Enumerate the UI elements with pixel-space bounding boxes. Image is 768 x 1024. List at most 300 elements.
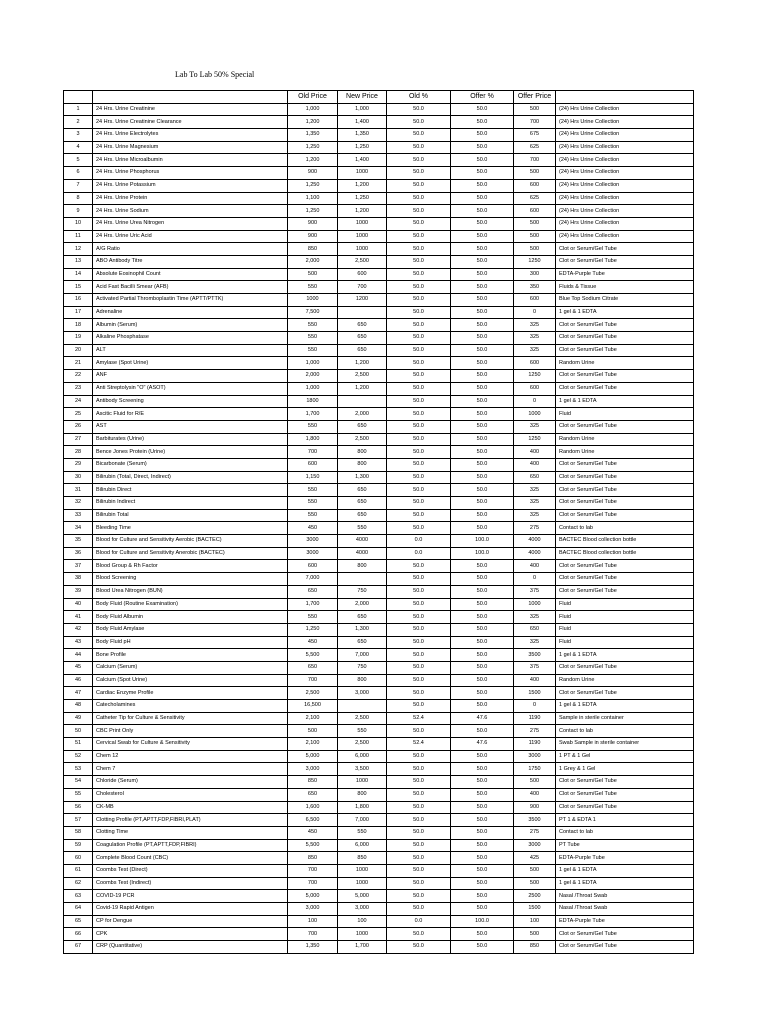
cell-old-percent: 50.0 bbox=[387, 573, 451, 586]
cell-old-percent: 50.0 bbox=[387, 103, 451, 116]
cell-row-number: 59 bbox=[64, 839, 93, 852]
cell-new-price: 650 bbox=[338, 636, 387, 649]
cell-offer-price: 500 bbox=[514, 928, 556, 941]
cell-test-name: Blood for Culture and Sensitivity Anerobic (BACTEC) bbox=[93, 547, 288, 560]
cell-old-price: 5,500 bbox=[288, 839, 338, 852]
cell-offer-price: 650 bbox=[514, 623, 556, 636]
cell-row-number: 43 bbox=[64, 636, 93, 649]
cell-test-name: Activated Partial Thromboplastin Time (APTT/PTTK) bbox=[93, 294, 288, 307]
table-row bbox=[64, 179, 694, 192]
cell-offer-percent: 50.0 bbox=[451, 319, 514, 332]
cell-offer-price: 400 bbox=[514, 788, 556, 801]
cell-test-name: Bence Jones Protein (Urine) bbox=[93, 446, 288, 459]
cell-test-name: Cervical Swab for Culture & Sensitivity bbox=[93, 738, 288, 751]
cell-sample-type: Fluids & Tissue bbox=[556, 281, 694, 294]
cell-row-number: 54 bbox=[64, 776, 93, 789]
cell-offer-price: 850 bbox=[514, 941, 556, 954]
cell-row-number: 10 bbox=[64, 217, 93, 230]
table-row bbox=[64, 420, 694, 433]
cell-offer-percent: 50.0 bbox=[451, 484, 514, 497]
col-header-sn bbox=[64, 91, 93, 104]
cell-offer-percent: 50.0 bbox=[451, 179, 514, 192]
cell-sample-type: 1 gel & 1 EDTA bbox=[556, 877, 694, 890]
table-row bbox=[64, 230, 694, 243]
cell-old-price: 850 bbox=[288, 776, 338, 789]
cell-old-percent: 50.0 bbox=[387, 649, 451, 662]
cell-new-price: 1000 bbox=[338, 864, 387, 877]
cell-old-percent: 50.0 bbox=[387, 268, 451, 281]
cell-old-percent: 50.0 bbox=[387, 560, 451, 573]
cell-offer-percent: 50.0 bbox=[451, 611, 514, 624]
cell-old-price: 3000 bbox=[288, 535, 338, 548]
cell-old-price: 550 bbox=[288, 344, 338, 357]
cell-old-price: 5,000 bbox=[288, 750, 338, 763]
cell-sample-type: Clot or Serum/Gel Tube bbox=[556, 382, 694, 395]
cell-new-price: 650 bbox=[338, 497, 387, 510]
cell-sample-type: 1 gel & 1 EDTA bbox=[556, 395, 694, 408]
cell-test-name: Catecholamines bbox=[93, 700, 288, 713]
cell-new-price: 1000 bbox=[338, 776, 387, 789]
cell-sample-type: (24) Hrs Urine Collection bbox=[556, 179, 694, 192]
cell-sample-type: EDTA-Purple Tube bbox=[556, 268, 694, 281]
table-row bbox=[64, 915, 694, 928]
table-row bbox=[64, 661, 694, 674]
cell-old-percent: 50.0 bbox=[387, 344, 451, 357]
cell-old-price: 700 bbox=[288, 674, 338, 687]
cell-test-name: 24 Hrs. Urine Magnesium bbox=[93, 141, 288, 154]
cell-offer-price: 0 bbox=[514, 306, 556, 319]
cell-row-number: 13 bbox=[64, 255, 93, 268]
cell-offer-percent: 50.0 bbox=[451, 408, 514, 421]
cell-new-price: 800 bbox=[338, 560, 387, 573]
cell-row-number: 42 bbox=[64, 623, 93, 636]
cell-offer-percent: 50.0 bbox=[451, 890, 514, 903]
cell-offer-percent: 50.0 bbox=[451, 560, 514, 573]
cell-row-number: 1 bbox=[64, 103, 93, 116]
cell-offer-percent: 50.0 bbox=[451, 382, 514, 395]
cell-offer-price: 275 bbox=[514, 522, 556, 535]
cell-row-number: 8 bbox=[64, 192, 93, 205]
cell-test-name: Body Fluid Amylase bbox=[93, 623, 288, 636]
cell-old-price: 3000 bbox=[288, 547, 338, 560]
cell-row-number: 4 bbox=[64, 141, 93, 154]
cell-row-number: 66 bbox=[64, 928, 93, 941]
cell-test-name: Cholesterol bbox=[93, 788, 288, 801]
cell-old-percent: 0.0 bbox=[387, 535, 451, 548]
cell-offer-percent: 50.0 bbox=[451, 154, 514, 167]
cell-new-price: 650 bbox=[338, 319, 387, 332]
cell-offer-price: 1000 bbox=[514, 598, 556, 611]
cell-test-name: Cardiac Enzyme Profile bbox=[93, 687, 288, 700]
cell-test-name: Chem 7 bbox=[93, 763, 288, 776]
cell-old-price: 5,000 bbox=[288, 890, 338, 903]
cell-sample-type: (24) Hrs Urine Collection bbox=[556, 154, 694, 167]
cell-test-name: Anti Streptolysin "O" (ASOT) bbox=[93, 382, 288, 395]
cell-test-name: Coagulation Profile (PT,APTT,FDP,FIBRI) bbox=[93, 839, 288, 852]
col-header-offer-price: Offer Price bbox=[514, 91, 556, 104]
table-row bbox=[64, 522, 694, 535]
cell-old-price: 1,250 bbox=[288, 205, 338, 218]
cell-offer-percent: 50.0 bbox=[451, 788, 514, 801]
price-table bbox=[63, 90, 694, 954]
cell-row-number: 48 bbox=[64, 700, 93, 713]
cell-old-price: 550 bbox=[288, 509, 338, 522]
cell-old-percent: 50.0 bbox=[387, 636, 451, 649]
cell-sample-type: (24) Hrs Urine Collection bbox=[556, 205, 694, 218]
cell-old-percent: 50.0 bbox=[387, 129, 451, 142]
cell-row-number: 67 bbox=[64, 941, 93, 954]
cell-sample-type: BACTEC Blood collection bottle bbox=[556, 547, 694, 560]
cell-old-percent: 50.0 bbox=[387, 941, 451, 954]
cell-offer-percent: 50.0 bbox=[451, 497, 514, 510]
cell-old-percent: 50.0 bbox=[387, 674, 451, 687]
table-row bbox=[64, 382, 694, 395]
table-body bbox=[64, 103, 694, 953]
cell-sample-type: Clot or Serum/Gel Tube bbox=[556, 560, 694, 573]
cell-offer-price: 600 bbox=[514, 179, 556, 192]
cell-new-price: 7,000 bbox=[338, 814, 387, 827]
cell-row-number: 58 bbox=[64, 826, 93, 839]
cell-test-name: 24 Hrs. Urine Sodium bbox=[93, 205, 288, 218]
cell-test-name: ABO Antibody Titre bbox=[93, 255, 288, 268]
cell-offer-price: 425 bbox=[514, 852, 556, 865]
cell-old-price: 16,500 bbox=[288, 700, 338, 713]
cell-offer-percent: 47.6 bbox=[451, 712, 514, 725]
cell-old-price: 1,200 bbox=[288, 154, 338, 167]
table-row bbox=[64, 738, 694, 751]
cell-test-name: Blood Screening bbox=[93, 573, 288, 586]
cell-offer-price: 4000 bbox=[514, 547, 556, 560]
cell-old-percent: 50.0 bbox=[387, 306, 451, 319]
cell-old-percent: 50.0 bbox=[387, 700, 451, 713]
cell-offer-percent: 100.0 bbox=[451, 915, 514, 928]
cell-offer-percent: 50.0 bbox=[451, 763, 514, 776]
cell-old-percent: 50.0 bbox=[387, 420, 451, 433]
cell-old-percent: 50.0 bbox=[387, 788, 451, 801]
table-row bbox=[64, 585, 694, 598]
cell-offer-price: 325 bbox=[514, 611, 556, 624]
cell-offer-price: 700 bbox=[514, 154, 556, 167]
cell-old-percent: 0.0 bbox=[387, 915, 451, 928]
cell-new-price: 1,200 bbox=[338, 382, 387, 395]
table-row bbox=[64, 687, 694, 700]
cell-new-price: 1,400 bbox=[338, 154, 387, 167]
cell-old-price: 100 bbox=[288, 915, 338, 928]
cell-sample-type: Clot or Serum/Gel Tube bbox=[556, 573, 694, 586]
table-row bbox=[64, 598, 694, 611]
cell-sample-type: Clot or Serum/Gel Tube bbox=[556, 370, 694, 383]
cell-old-percent: 0.0 bbox=[387, 547, 451, 560]
cell-old-price: 700 bbox=[288, 877, 338, 890]
cell-sample-type: Random Urine bbox=[556, 446, 694, 459]
cell-old-price: 450 bbox=[288, 826, 338, 839]
cell-old-price: 3,000 bbox=[288, 763, 338, 776]
cell-offer-percent: 100.0 bbox=[451, 535, 514, 548]
cell-sample-type: (24) Hrs Urine Collection bbox=[556, 103, 694, 116]
cell-test-name: Bilirubin Indirect bbox=[93, 497, 288, 510]
cell-old-price: 900 bbox=[288, 230, 338, 243]
cell-offer-percent: 50.0 bbox=[451, 750, 514, 763]
cell-old-price: 5,500 bbox=[288, 649, 338, 662]
cell-new-price: 1,300 bbox=[338, 623, 387, 636]
cell-old-price: 900 bbox=[288, 217, 338, 230]
table-row bbox=[64, 712, 694, 725]
cell-offer-percent: 50.0 bbox=[451, 623, 514, 636]
col-header-old-price: Old Price bbox=[288, 91, 338, 104]
table-row bbox=[64, 268, 694, 281]
cell-test-name: CPK bbox=[93, 928, 288, 941]
cell-offer-price: 1190 bbox=[514, 712, 556, 725]
cell-sample-type: Random Urine bbox=[556, 433, 694, 446]
cell-sample-type: (24) Hrs Urine Collection bbox=[556, 141, 694, 154]
cell-sample-type: 1 Grey & 1 Gel bbox=[556, 763, 694, 776]
cell-row-number: 3 bbox=[64, 129, 93, 142]
cell-test-name: Bicarbonate (Serum) bbox=[93, 458, 288, 471]
cell-offer-percent: 50.0 bbox=[451, 103, 514, 116]
cell-offer-percent: 50.0 bbox=[451, 205, 514, 218]
cell-offer-price: 1250 bbox=[514, 255, 556, 268]
col-header-offer-percent: Offer % bbox=[451, 91, 514, 104]
cell-row-number: 60 bbox=[64, 852, 93, 865]
cell-row-number: 22 bbox=[64, 370, 93, 383]
cell-old-percent: 50.0 bbox=[387, 585, 451, 598]
col-header-old-percent: Old % bbox=[387, 91, 451, 104]
cell-offer-price: 500 bbox=[514, 167, 556, 180]
cell-row-number: 27 bbox=[64, 433, 93, 446]
cell-new-price: 2,000 bbox=[338, 598, 387, 611]
cell-offer-percent: 50.0 bbox=[451, 941, 514, 954]
cell-offer-price: 500 bbox=[514, 103, 556, 116]
cell-new-price: 7,000 bbox=[338, 649, 387, 662]
cell-test-name: Bilirubin Total bbox=[93, 509, 288, 522]
cell-offer-price: 400 bbox=[514, 458, 556, 471]
cell-old-percent: 50.0 bbox=[387, 661, 451, 674]
cell-old-percent: 50.0 bbox=[387, 763, 451, 776]
cell-offer-price: 650 bbox=[514, 471, 556, 484]
table-row bbox=[64, 408, 694, 421]
cell-sample-type: (24) Hrs Urine Collection bbox=[556, 116, 694, 129]
cell-old-percent: 52.4 bbox=[387, 712, 451, 725]
cell-new-price: 650 bbox=[338, 611, 387, 624]
cell-row-number: 30 bbox=[64, 471, 93, 484]
cell-old-percent: 50.0 bbox=[387, 230, 451, 243]
cell-offer-price: 325 bbox=[514, 319, 556, 332]
table-row bbox=[64, 700, 694, 713]
cell-old-percent: 50.0 bbox=[387, 725, 451, 738]
cell-offer-percent: 50.0 bbox=[451, 509, 514, 522]
table-row bbox=[64, 306, 694, 319]
cell-sample-type: Random Urine bbox=[556, 674, 694, 687]
table-row bbox=[64, 141, 694, 154]
table-row bbox=[64, 103, 694, 116]
table-row bbox=[64, 776, 694, 789]
cell-sample-type: Clot or Serum/Gel Tube bbox=[556, 801, 694, 814]
cell-old-percent: 50.0 bbox=[387, 750, 451, 763]
cell-test-name: Chem 12 bbox=[93, 750, 288, 763]
cell-new-price: 2,500 bbox=[338, 712, 387, 725]
cell-old-price: 1,250 bbox=[288, 179, 338, 192]
cell-old-price: 550 bbox=[288, 420, 338, 433]
table-row bbox=[64, 255, 694, 268]
cell-offer-price: 375 bbox=[514, 661, 556, 674]
cell-offer-percent: 50.0 bbox=[451, 471, 514, 484]
cell-row-number: 34 bbox=[64, 522, 93, 535]
cell-offer-price: 3000 bbox=[514, 750, 556, 763]
cell-offer-percent: 50.0 bbox=[451, 522, 514, 535]
cell-old-percent: 50.0 bbox=[387, 281, 451, 294]
cell-offer-percent: 50.0 bbox=[451, 636, 514, 649]
cell-old-percent: 50.0 bbox=[387, 826, 451, 839]
cell-offer-percent: 50.0 bbox=[451, 458, 514, 471]
cell-old-percent: 50.0 bbox=[387, 509, 451, 522]
cell-old-percent: 50.0 bbox=[387, 687, 451, 700]
cell-new-price: 600 bbox=[338, 268, 387, 281]
cell-sample-type: Clot or Serum/Gel Tube bbox=[556, 928, 694, 941]
cell-test-name: 24 Hrs. Urine Microalbumin bbox=[93, 154, 288, 167]
cell-test-name: Catheter Tip for Culture & Sensitivity bbox=[93, 712, 288, 725]
cell-row-number: 57 bbox=[64, 814, 93, 827]
table-row bbox=[64, 167, 694, 180]
table-row bbox=[64, 116, 694, 129]
cell-test-name: Blood for Culture and Sensitivity Aerobic (BACTEC) bbox=[93, 535, 288, 548]
cell-new-price: 4000 bbox=[338, 535, 387, 548]
table-row bbox=[64, 332, 694, 345]
cell-offer-percent: 50.0 bbox=[451, 585, 514, 598]
cell-test-name: CP for Dengue bbox=[93, 915, 288, 928]
cell-row-number: 6 bbox=[64, 167, 93, 180]
cell-new-price: 550 bbox=[338, 725, 387, 738]
cell-test-name: Absolute Eosinophil Count bbox=[93, 268, 288, 281]
table-row bbox=[64, 129, 694, 142]
cell-old-percent: 50.0 bbox=[387, 141, 451, 154]
cell-row-number: 64 bbox=[64, 903, 93, 916]
cell-offer-price: 600 bbox=[514, 205, 556, 218]
table-row bbox=[64, 294, 694, 307]
cell-test-name: AST bbox=[93, 420, 288, 433]
cell-offer-percent: 50.0 bbox=[451, 357, 514, 370]
cell-old-percent: 50.0 bbox=[387, 243, 451, 256]
cell-test-name: Amylase (Spot Urine) bbox=[93, 357, 288, 370]
cell-test-name: 24 Hrs. Urine Uric Acid bbox=[93, 230, 288, 243]
cell-offer-percent: 50.0 bbox=[451, 268, 514, 281]
cell-row-number: 62 bbox=[64, 877, 93, 890]
cell-old-price: 550 bbox=[288, 332, 338, 345]
cell-offer-price: 4000 bbox=[514, 535, 556, 548]
cell-old-percent: 50.0 bbox=[387, 192, 451, 205]
table-row bbox=[64, 205, 694, 218]
cell-test-name: Chloride (Serum) bbox=[93, 776, 288, 789]
cell-old-percent: 50.0 bbox=[387, 294, 451, 307]
cell-row-number: 53 bbox=[64, 763, 93, 776]
cell-test-name: Coombs Test (Direct) bbox=[93, 864, 288, 877]
cell-sample-type: Clot or Serum/Gel Tube bbox=[556, 243, 694, 256]
table-row bbox=[64, 217, 694, 230]
cell-offer-percent: 50.0 bbox=[451, 446, 514, 459]
table-row bbox=[64, 243, 694, 256]
cell-offer-price: 3500 bbox=[514, 649, 556, 662]
cell-old-price: 1800 bbox=[288, 395, 338, 408]
cell-new-price bbox=[338, 700, 387, 713]
cell-new-price: 3,500 bbox=[338, 763, 387, 776]
cell-offer-price: 500 bbox=[514, 877, 556, 890]
cell-offer-percent: 50.0 bbox=[451, 687, 514, 700]
cell-sample-type: Clot or Serum/Gel Tube bbox=[556, 661, 694, 674]
cell-row-number: 52 bbox=[64, 750, 93, 763]
cell-old-percent: 50.0 bbox=[387, 497, 451, 510]
cell-old-percent: 50.0 bbox=[387, 370, 451, 383]
cell-new-price: 1000 bbox=[338, 243, 387, 256]
table-row bbox=[64, 801, 694, 814]
cell-new-price: 800 bbox=[338, 446, 387, 459]
cell-test-name: COVID-19 PCR bbox=[93, 890, 288, 903]
cell-sample-type: Clot or Serum/Gel Tube bbox=[556, 471, 694, 484]
cell-offer-percent: 50.0 bbox=[451, 814, 514, 827]
cell-old-price: 1,000 bbox=[288, 382, 338, 395]
cell-row-number: 26 bbox=[64, 420, 93, 433]
table-row bbox=[64, 395, 694, 408]
cell-offer-percent: 50.0 bbox=[451, 826, 514, 839]
table-row bbox=[64, 623, 694, 636]
cell-offer-percent: 50.0 bbox=[451, 395, 514, 408]
cell-old-percent: 50.0 bbox=[387, 332, 451, 345]
cell-old-percent: 50.0 bbox=[387, 864, 451, 877]
cell-offer-price: 325 bbox=[514, 344, 556, 357]
cell-offer-price: 100 bbox=[514, 915, 556, 928]
cell-test-name: 24 Hrs. Urine Electrolytes bbox=[93, 129, 288, 142]
table-row bbox=[64, 636, 694, 649]
table-row bbox=[64, 890, 694, 903]
cell-offer-price: 1250 bbox=[514, 370, 556, 383]
cell-old-percent: 50.0 bbox=[387, 446, 451, 459]
cell-sample-type: Clot or Serum/Gel Tube bbox=[556, 687, 694, 700]
cell-offer-price: 675 bbox=[514, 129, 556, 142]
cell-old-percent: 50.0 bbox=[387, 116, 451, 129]
cell-test-name: Antibody Screening bbox=[93, 395, 288, 408]
col-header-new-price: New Price bbox=[338, 91, 387, 104]
cell-sample-type: Clot or Serum/Gel Tube bbox=[556, 484, 694, 497]
cell-new-price: 6,000 bbox=[338, 839, 387, 852]
cell-old-price: 850 bbox=[288, 243, 338, 256]
cell-offer-price: 2500 bbox=[514, 890, 556, 903]
cell-offer-percent: 50.0 bbox=[451, 116, 514, 129]
cell-new-price: 650 bbox=[338, 484, 387, 497]
cell-offer-price: 0 bbox=[514, 700, 556, 713]
cell-row-number: 51 bbox=[64, 738, 93, 751]
cell-offer-price: 275 bbox=[514, 826, 556, 839]
cell-row-number: 12 bbox=[64, 243, 93, 256]
cell-test-name: Acid Fast Bacilli Smear (AFB) bbox=[93, 281, 288, 294]
cell-offer-price: 275 bbox=[514, 725, 556, 738]
cell-new-price: 5,000 bbox=[338, 890, 387, 903]
cell-sample-type: Clot or Serum/Gel Tube bbox=[556, 255, 694, 268]
cell-offer-percent: 50.0 bbox=[451, 700, 514, 713]
cell-new-price: 1000 bbox=[338, 217, 387, 230]
cell-row-number: 50 bbox=[64, 725, 93, 738]
cell-offer-price: 325 bbox=[514, 497, 556, 510]
cell-row-number: 24 bbox=[64, 395, 93, 408]
cell-test-name: Blood Group & Rh Factor bbox=[93, 560, 288, 573]
cell-offer-price: 375 bbox=[514, 585, 556, 598]
cell-offer-percent: 50.0 bbox=[451, 217, 514, 230]
cell-row-number: 14 bbox=[64, 268, 93, 281]
cell-new-price: 1,250 bbox=[338, 141, 387, 154]
cell-new-price: 1,250 bbox=[338, 192, 387, 205]
cell-new-price: 650 bbox=[338, 344, 387, 357]
cell-old-price: 2,500 bbox=[288, 687, 338, 700]
table-row bbox=[64, 319, 694, 332]
cell-new-price: 800 bbox=[338, 458, 387, 471]
cell-test-name: ANF bbox=[93, 370, 288, 383]
